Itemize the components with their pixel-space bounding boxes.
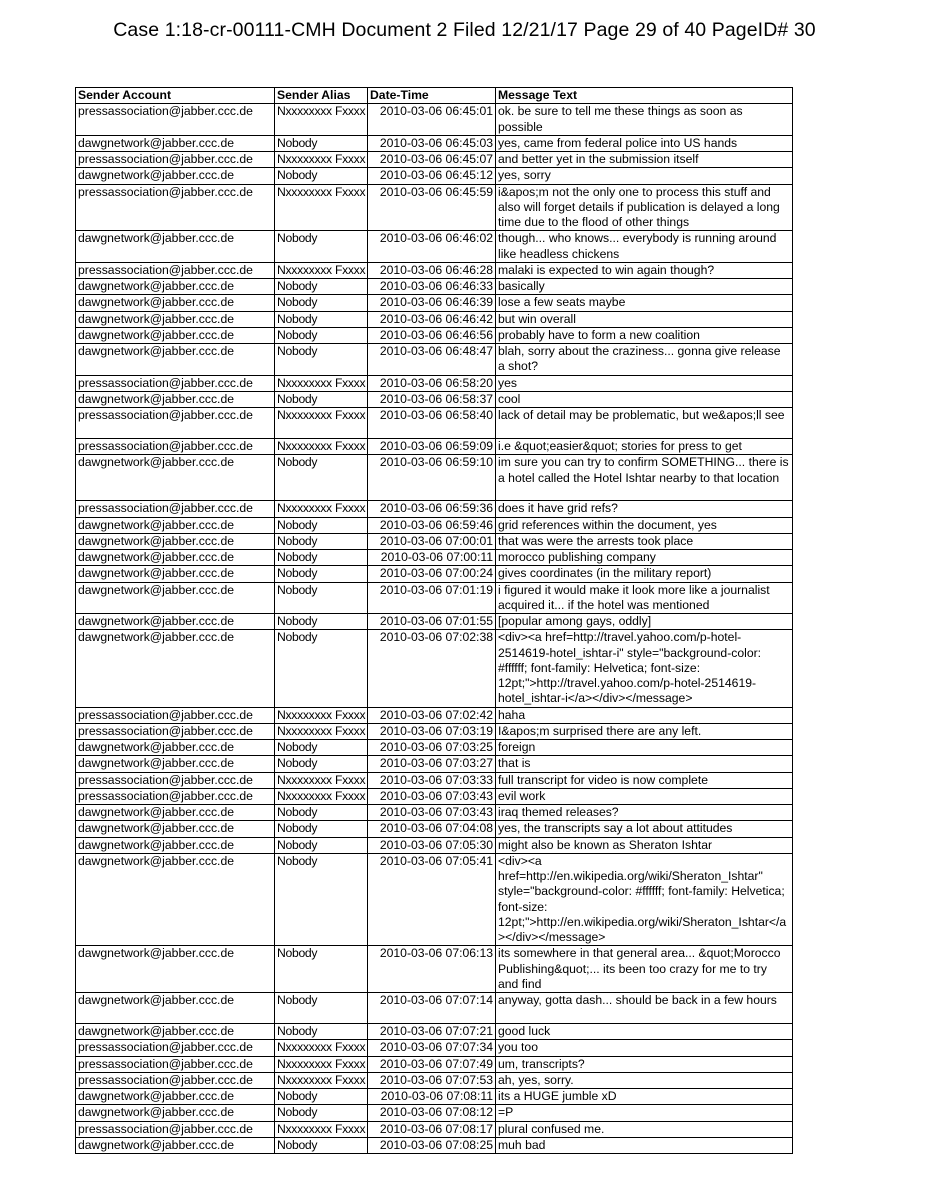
table-row (76, 582, 793, 614)
cell-date-time: 2010-03-06 06:58:37 (368, 391, 496, 407)
cell-sender-account: dawgnetwork@jabber.ccc.de (76, 550, 275, 566)
cell-sender-alias: Nobody (275, 805, 368, 821)
cell-message-text: and better yet in the submission itself (496, 152, 793, 168)
cell-message-text: [popular among gays, oddly] (496, 614, 793, 630)
table-row (76, 993, 793, 1024)
cell-message-text: um, transcripts? (496, 1056, 793, 1072)
table-row (76, 853, 793, 946)
cell-message-text: that is (496, 756, 793, 772)
table-row (76, 821, 793, 837)
cell-sender-account: pressassociation@jabber.ccc.de (76, 375, 275, 391)
cell-date-time: 2010-03-06 07:08:12 (368, 1105, 496, 1121)
cell-message-text: lack of detail may be problematic, but we&apos;ll see (496, 408, 793, 439)
cell-message-text: muh bad (496, 1137, 793, 1153)
cell-date-time: 2010-03-06 07:07:21 (368, 1024, 496, 1040)
table-row (76, 614, 793, 630)
cell-sender-alias: Nxxxxxxxx Fxxxx (275, 439, 368, 455)
cell-sender-alias: Nxxxxxxxx Fxxxx (275, 1056, 368, 1072)
cell-sender-alias: Nobody (275, 740, 368, 756)
cell-sender-account: dawgnetwork@jabber.ccc.de (76, 1105, 275, 1121)
cell-message-text: anyway, gotta dash... should be back in a few hours (496, 993, 793, 1024)
cell-date-time: 2010-03-06 06:48:47 (368, 344, 496, 376)
cell-message-text: its a HUGE jumble xD (496, 1089, 793, 1105)
cell-sender-alias: Nobody (275, 533, 368, 549)
table-row (76, 533, 793, 549)
cell-date-time: 2010-03-06 06:46:33 (368, 279, 496, 295)
cell-sender-alias: Nobody (275, 311, 368, 327)
table-row (76, 1072, 793, 1088)
cell-date-time: 2010-03-06 07:07:53 (368, 1072, 496, 1088)
cell-sender-alias: Nobody (275, 344, 368, 376)
cell-sender-account: dawgnetwork@jabber.ccc.de (76, 344, 275, 376)
cell-message-text: I&apos;m surprised there are any left. (496, 723, 793, 739)
cell-message-text: i figured it would make it look more like a journalist acquired it... if the hotel was mentioned (496, 582, 793, 614)
cell-sender-alias: Nxxxxxxxx Fxxxx (275, 501, 368, 517)
message-table (75, 87, 793, 1154)
cell-sender-alias: Nxxxxxxxx Fxxxx (275, 152, 368, 168)
table-row (76, 391, 793, 407)
cell-sender-account: dawgnetwork@jabber.ccc.de (76, 614, 275, 630)
cell-date-time: 2010-03-06 07:02:42 (368, 707, 496, 723)
cell-sender-alias: Nobody (275, 1105, 368, 1121)
cell-sender-account: pressassociation@jabber.ccc.de (76, 723, 275, 739)
cell-sender-account: pressassociation@jabber.ccc.de (76, 1040, 275, 1056)
column-header-date-time: Date-Time (368, 88, 496, 104)
cell-sender-account: dawgnetwork@jabber.ccc.de (76, 533, 275, 549)
cell-sender-account: pressassociation@jabber.ccc.de (76, 184, 275, 231)
column-header-sender-account: Sender Account (76, 88, 275, 104)
cell-sender-alias: Nobody (275, 295, 368, 311)
table-row (76, 1105, 793, 1121)
cell-message-text: haha (496, 707, 793, 723)
cell-sender-account: dawgnetwork@jabber.ccc.de (76, 756, 275, 772)
table-row (76, 805, 793, 821)
cell-sender-account: pressassociation@jabber.ccc.de (76, 772, 275, 788)
cell-message-text: i.e &quot;easier&quot; stories for press to get (496, 439, 793, 455)
cell-sender-alias: Nobody (275, 821, 368, 837)
cell-date-time: 2010-03-06 06:59:46 (368, 517, 496, 533)
cell-sender-alias: Nxxxxxxxx Fxxxx (275, 723, 368, 739)
cell-sender-account: pressassociation@jabber.ccc.de (76, 408, 275, 439)
cell-sender-alias: Nobody (275, 1137, 368, 1153)
table-row (76, 168, 793, 184)
cell-message-text: i&apos;m not the only one to process this stuff and also will forget details if publication is delayed a long time due to the flood of other things (496, 184, 793, 231)
table-header-row (76, 88, 793, 104)
cell-message-text: probably have to form a new coalition (496, 327, 793, 343)
table-row (76, 946, 793, 993)
cell-message-text: im sure you can try to confirm SOMETHING... there is a hotel called the Hotel Ishtar nearby to that location (496, 455, 793, 501)
table-row (76, 1137, 793, 1153)
cell-sender-alias: Nobody (275, 1089, 368, 1105)
cell-date-time: 2010-03-06 07:07:49 (368, 1056, 496, 1072)
cell-sender-alias: Nobody (275, 946, 368, 993)
table-row (76, 501, 793, 517)
table-row (76, 1056, 793, 1072)
cell-sender-account: dawgnetwork@jabber.ccc.de (76, 837, 275, 853)
cell-sender-alias: Nobody (275, 550, 368, 566)
cell-sender-account: dawgnetwork@jabber.ccc.de (76, 295, 275, 311)
table-row (76, 455, 793, 501)
cell-sender-alias: Nxxxxxxxx Fxxxx (275, 772, 368, 788)
table-row (76, 772, 793, 788)
cell-date-time: 2010-03-06 07:01:55 (368, 614, 496, 630)
cell-sender-account: pressassociation@jabber.ccc.de (76, 788, 275, 804)
cell-date-time: 2010-03-06 07:08:17 (368, 1121, 496, 1137)
cell-sender-alias: Nobody (275, 391, 368, 407)
table-row (76, 756, 793, 772)
cell-message-text: ah, yes, sorry. (496, 1072, 793, 1088)
cell-sender-account: dawgnetwork@jabber.ccc.de (76, 946, 275, 993)
cell-sender-account: dawgnetwork@jabber.ccc.de (76, 168, 275, 184)
cell-message-text: =P (496, 1105, 793, 1121)
cell-message-text: you too (496, 1040, 793, 1056)
cell-sender-account: dawgnetwork@jabber.ccc.de (76, 821, 275, 837)
cell-sender-account: pressassociation@jabber.ccc.de (76, 104, 275, 136)
cell-date-time: 2010-03-06 07:00:24 (368, 566, 496, 582)
cell-sender-alias: Nxxxxxxxx Fxxxx (275, 788, 368, 804)
cell-sender-account: pressassociation@jabber.ccc.de (76, 1072, 275, 1088)
cell-message-text: cool (496, 391, 793, 407)
cell-sender-account: dawgnetwork@jabber.ccc.de (76, 327, 275, 343)
cell-message-text: lose a few seats maybe (496, 295, 793, 311)
cell-date-time: 2010-03-06 06:45:07 (368, 152, 496, 168)
cell-sender-alias: Nobody (275, 455, 368, 501)
table-row (76, 152, 793, 168)
page-header: Case 1:18-cr-00111-CMH Document 2 Filed 12/21/17 Page 29 of 40 PageID# 30 (113, 19, 816, 41)
cell-message-text: grid references within the document, yes (496, 517, 793, 533)
table-row (76, 375, 793, 391)
cell-sender-account: dawgnetwork@jabber.ccc.de (76, 1137, 275, 1153)
table-row (76, 135, 793, 151)
cell-sender-alias: Nxxxxxxxx Fxxxx (275, 707, 368, 723)
cell-sender-alias: Nxxxxxxxx Fxxxx (275, 184, 368, 231)
cell-date-time: 2010-03-06 06:59:36 (368, 501, 496, 517)
table-row (76, 837, 793, 853)
cell-date-time: 2010-03-06 06:45:12 (368, 168, 496, 184)
cell-sender-alias: Nxxxxxxxx Fxxxx (275, 104, 368, 136)
cell-sender-alias: Nxxxxxxxx Fxxxx (275, 262, 368, 278)
cell-message-text: yes, sorry (496, 168, 793, 184)
cell-sender-account: dawgnetwork@jabber.ccc.de (76, 391, 275, 407)
cell-message-text: yes (496, 375, 793, 391)
cell-sender-account: pressassociation@jabber.ccc.de (76, 262, 275, 278)
cell-sender-account: dawgnetwork@jabber.ccc.de (76, 630, 275, 707)
cell-sender-alias: Nobody (275, 756, 368, 772)
table-row (76, 231, 793, 263)
cell-date-time: 2010-03-06 06:46:39 (368, 295, 496, 311)
cell-sender-alias: Nobody (275, 837, 368, 853)
cell-date-time: 2010-03-06 06:46:28 (368, 262, 496, 278)
table-row (76, 630, 793, 707)
table-row (76, 279, 793, 295)
table-row (76, 1040, 793, 1056)
cell-sender-account: pressassociation@jabber.ccc.de (76, 1056, 275, 1072)
cell-date-time: 2010-03-06 06:46:02 (368, 231, 496, 263)
cell-sender-account: dawgnetwork@jabber.ccc.de (76, 517, 275, 533)
cell-sender-alias: Nobody (275, 630, 368, 707)
cell-date-time: 2010-03-06 07:01:19 (368, 582, 496, 614)
cell-date-time: 2010-03-06 07:03:43 (368, 788, 496, 804)
table-row (76, 184, 793, 231)
cell-sender-alias: Nobody (275, 168, 368, 184)
cell-date-time: 2010-03-06 06:58:40 (368, 408, 496, 439)
cell-date-time: 2010-03-06 07:03:43 (368, 805, 496, 821)
cell-sender-alias: Nobody (275, 993, 368, 1024)
cell-message-text: <div><a href=http://en.wikipedia.org/wiki/Sheraton_Ishtar" style="background-color: #ffffff; font-family: Helvetica; font-size: 12pt;">http://en.wikipedia.org/wiki/Sheraton_Ishtar</a></div></message> (496, 853, 793, 946)
table-row (76, 550, 793, 566)
table-row (76, 408, 793, 439)
cell-message-text: <div><a href=http://travel.yahoo.com/p-hotel-2514619-hotel_ishtar-i" style="background-color: #ffffff; font-family: Helvetica; font-size: 12pt;">http://travel.yahoo.com/p-hotel-2514619-hotel_ishtar-i</a></div></message> (496, 630, 793, 707)
cell-date-time: 2010-03-06 07:05:41 (368, 853, 496, 946)
cell-sender-account: pressassociation@jabber.ccc.de (76, 1121, 275, 1137)
cell-date-time: 2010-03-06 07:07:14 (368, 993, 496, 1024)
table-row (76, 344, 793, 376)
cell-sender-account: pressassociation@jabber.ccc.de (76, 439, 275, 455)
cell-sender-account: dawgnetwork@jabber.ccc.de (76, 279, 275, 295)
table-row (76, 566, 793, 582)
cell-date-time: 2010-03-06 06:45:01 (368, 104, 496, 136)
cell-message-text: ok. be sure to tell me these things as soon as possible (496, 104, 793, 136)
cell-date-time: 2010-03-06 07:05:30 (368, 837, 496, 853)
cell-message-text: foreign (496, 740, 793, 756)
cell-sender-account: dawgnetwork@jabber.ccc.de (76, 582, 275, 614)
table-row (76, 788, 793, 804)
cell-date-time: 2010-03-06 07:02:38 (368, 630, 496, 707)
cell-message-text: does it have grid refs? (496, 501, 793, 517)
cell-date-time: 2010-03-06 07:03:19 (368, 723, 496, 739)
cell-message-text: iraq themed releases? (496, 805, 793, 821)
cell-message-text: good luck (496, 1024, 793, 1040)
cell-message-text: though... who knows... everybody is running around like headless chickens (496, 231, 793, 263)
cell-sender-alias: Nobody (275, 614, 368, 630)
table-row (76, 1121, 793, 1137)
cell-date-time: 2010-03-06 06:45:59 (368, 184, 496, 231)
cell-sender-account: dawgnetwork@jabber.ccc.de (76, 566, 275, 582)
cell-message-text: basically (496, 279, 793, 295)
cell-date-time: 2010-03-06 06:59:10 (368, 455, 496, 501)
table-row (76, 262, 793, 278)
cell-message-text: morocco publishing company (496, 550, 793, 566)
table-row (76, 439, 793, 455)
cell-message-text: full transcript for video is now complete (496, 772, 793, 788)
cell-message-text: might also be known as Sheraton Ishtar (496, 837, 793, 853)
cell-date-time: 2010-03-06 07:03:33 (368, 772, 496, 788)
cell-sender-alias: Nobody (275, 582, 368, 614)
table-row (76, 1024, 793, 1040)
cell-sender-alias: Nxxxxxxxx Fxxxx (275, 408, 368, 439)
cell-sender-alias: Nobody (275, 566, 368, 582)
cell-sender-account: dawgnetwork@jabber.ccc.de (76, 740, 275, 756)
cell-date-time: 2010-03-06 07:03:25 (368, 740, 496, 756)
cell-sender-alias: Nobody (275, 1024, 368, 1040)
column-header-sender-alias: Sender Alias (275, 88, 368, 104)
cell-date-time: 2010-03-06 07:08:25 (368, 1137, 496, 1153)
cell-date-time: 2010-03-06 07:03:27 (368, 756, 496, 772)
cell-date-time: 2010-03-06 06:46:42 (368, 311, 496, 327)
cell-sender-account: dawgnetwork@jabber.ccc.de (76, 135, 275, 151)
table-row (76, 517, 793, 533)
cell-sender-alias: Nobody (275, 853, 368, 946)
cell-date-time: 2010-03-06 07:08:11 (368, 1089, 496, 1105)
cell-sender-alias: Nxxxxxxxx Fxxxx (275, 375, 368, 391)
cell-sender-account: dawgnetwork@jabber.ccc.de (76, 311, 275, 327)
cell-sender-alias: Nobody (275, 135, 368, 151)
table-row (76, 707, 793, 723)
cell-date-time: 2010-03-06 07:06:13 (368, 946, 496, 993)
table-row (76, 1089, 793, 1105)
table-row (76, 104, 793, 136)
cell-date-time: 2010-03-06 06:46:56 (368, 327, 496, 343)
cell-message-text: plural confused me. (496, 1121, 793, 1137)
cell-sender-account: dawgnetwork@jabber.ccc.de (76, 455, 275, 501)
cell-message-text: evil work (496, 788, 793, 804)
cell-sender-alias: Nxxxxxxxx Fxxxx (275, 1072, 368, 1088)
cell-date-time: 2010-03-06 06:45:03 (368, 135, 496, 151)
cell-date-time: 2010-03-06 07:00:11 (368, 550, 496, 566)
cell-sender-account: pressassociation@jabber.ccc.de (76, 152, 275, 168)
cell-date-time: 2010-03-06 07:00:01 (368, 533, 496, 549)
cell-message-text: blah, sorry about the craziness... gonna give release a shot? (496, 344, 793, 376)
cell-message-text: yes, the transcripts say a lot about attitudes (496, 821, 793, 837)
table-row (76, 723, 793, 739)
cell-sender-alias: Nxxxxxxxx Fxxxx (275, 1121, 368, 1137)
column-header-message-text: Message Text (496, 88, 793, 104)
cell-sender-alias: Nobody (275, 231, 368, 263)
cell-message-text: gives coordinates (in the military report) (496, 566, 793, 582)
cell-sender-account: pressassociation@jabber.ccc.de (76, 501, 275, 517)
cell-sender-account: dawgnetwork@jabber.ccc.de (76, 1024, 275, 1040)
table-row (76, 740, 793, 756)
cell-date-time: 2010-03-06 06:58:20 (368, 375, 496, 391)
table-row (76, 311, 793, 327)
cell-message-text: that was were the arrests took place (496, 533, 793, 549)
cell-message-text: but win overall (496, 311, 793, 327)
table-row (76, 327, 793, 343)
cell-sender-alias: Nobody (275, 517, 368, 533)
table-row (76, 295, 793, 311)
cell-sender-account: dawgnetwork@jabber.ccc.de (76, 993, 275, 1024)
cell-sender-account: dawgnetwork@jabber.ccc.de (76, 853, 275, 946)
cell-sender-account: dawgnetwork@jabber.ccc.de (76, 1089, 275, 1105)
cell-message-text: yes, came from federal police into US hands (496, 135, 793, 151)
cell-message-text: malaki is expected to win again though? (496, 262, 793, 278)
cell-message-text: its somewhere in that general area... &quot;Morocco Publishing&quot;... its been too crazy for me to try and find (496, 946, 793, 993)
cell-sender-alias: Nobody (275, 327, 368, 343)
cell-date-time: 2010-03-06 06:59:09 (368, 439, 496, 455)
cell-sender-alias: Nxxxxxxxx Fxxxx (275, 1040, 368, 1056)
cell-date-time: 2010-03-06 07:07:34 (368, 1040, 496, 1056)
cell-sender-alias: Nobody (275, 279, 368, 295)
cell-date-time: 2010-03-06 07:04:08 (368, 821, 496, 837)
cell-sender-account: dawgnetwork@jabber.ccc.de (76, 805, 275, 821)
cell-sender-account: dawgnetwork@jabber.ccc.de (76, 231, 275, 263)
cell-sender-account: pressassociation@jabber.ccc.de (76, 707, 275, 723)
